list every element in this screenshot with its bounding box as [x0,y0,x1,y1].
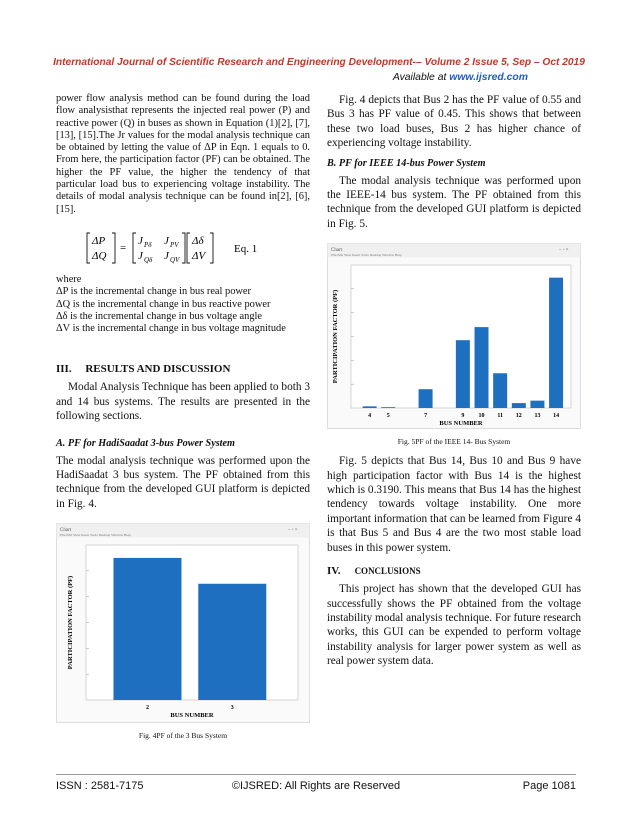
svg-text:QV: QV [170,255,180,264]
section-iv-number: IV. [327,565,341,578]
left-paragraph-2: Modal Analysis Technique has been applied to both 3 and 14 bus systems. The results are presented in the following sections. [56,381,310,423]
subsection-a-heading: A. PF for HadiSaadat 3-bus Power System [56,437,235,449]
svg-text:– ▫ ×: – ▫ × [559,248,569,254]
x-tick-label: 13 [534,413,541,420]
svg-text:Qδ: Qδ [144,255,153,264]
x-tick-label: 5 [386,413,390,420]
x-tick-label: 10 [478,413,485,420]
availability-line [0,72,528,83]
definition-dq: ΔQ is the incremental change in bus reactive power [56,298,271,310]
figure-4 [56,523,310,740]
bar-bus-10 [475,327,489,408]
svg-text:– ▫ ×: – ▫ × [288,528,298,534]
bar-bus-5 [381,407,395,408]
section-iii-heading: III. RESULTS AND DISCUSSION [56,363,231,376]
svg-text:ΔP: ΔP [92,234,106,247]
x-tick-label: 7 [424,413,428,420]
section-iv-title: CONCLUSIONS [354,566,421,577]
svg-text:J: J [164,234,169,247]
svg-text:ΔQ: ΔQ [92,249,107,262]
x-tick-label: 14 [553,413,560,420]
definition-dv: ΔV is the incremental change in bus voltage magnitude [56,323,286,335]
svg-text:J: J [164,249,169,262]
left-paragraph-1: power flow analysis method can be found during the load flow analysisthat represents the injected real power (P) and reactive power (Q) in buses as shown in Equation (1)[2], [7], [13], [15].The Jr values for the modal analysis technique can be obtained by letting the value of ΔP in Eqn. 1 equals to 0. From here, the participation factor (PF) can be obtained. The higher the PF value, the higher the tendency of that particular load bus to experiencing voltage instability. The details of modal analysis technique can be found in[2], [6], [15]. [56,93,310,215]
svg-text:Δδ: Δδ [192,234,204,247]
right-column [327,93,581,669]
footer-divider [56,774,576,775]
definition-dd: Δδ is the incremental change in bus voltage angle [56,310,263,322]
bar-bus-4 [363,407,377,409]
bar-bus-13 [530,401,544,408]
x-tick-label: 9 [461,413,465,420]
bar-bus-7 [419,389,433,408]
footer-page-number: Page 1081 [522,780,576,792]
figure-5-caption: Fig. 5PF of the IEEE 14- Bus System [397,437,511,447]
svg-text:J: J [138,249,143,262]
left-paragraph-3: The modal analysis technique was performed upon the HadiSaadat 3 bus system. The PF obtained from this technique from the developed GUI platform is depicted in Fig. 4. [56,454,310,510]
svg-text:ΔV: ΔV [192,249,206,262]
bar-bus-9 [456,340,470,408]
page-footer [56,780,576,792]
x-tick-label: 11 [497,413,503,420]
svg-text:=: = [120,241,127,254]
svg-text:File Edit View Insert Tool: File Edit View Insert Tools Desktop Window Help [331,253,402,258]
right-paragraph-4: This project has shown that the developed GUI has successfully shows the PF obtained from the voltage instability modal analysis technique. For future research works, this GUI can be expended to perform voltage instability analysis for larger power system as well as real power system data. [327,583,581,668]
figure-4-chart [56,523,310,723]
svg-text:J: J [138,234,143,247]
footer-rights: ©IJSRED: All Rights are Reserved [231,780,401,792]
x-tick-label: 2 [145,705,149,712]
right-paragraph-2: The modal analysis technique was performed upon the IEEE-14 bus system. The PF obtained from this technique from the developed GUI platform is depicted in Fig. 5. [327,174,581,230]
section-iv-heading [327,565,581,577]
equation-matrix [56,228,310,268]
svg-text:File Edit View Insert Tool: File Edit View Insert Tools Desktop Window Help [60,533,131,538]
x-axis-label: BUS NUMBER [439,420,483,428]
equation-1 [56,228,310,268]
svg-text:PV: PV [170,240,179,249]
available-prefix: Available at [392,72,450,83]
svg-text:Pδ: Pδ [144,240,152,249]
figure-5 [327,243,581,446]
right-paragraph-1: Fig. 4 depicts that Bus 2 has the PF value of 0.55 and Bus 3 has PF value of 0.45. This shows that between these two load buses, Bus 2 has higher chance of experiencing voltage instability. [327,94,581,150]
right-paragraph-3: Fig. 5 depicts that Bus 14, Bus 10 and Bus 9 have high participation factor with Bus 14 is the highest which is 0.3190. This means that Bus 14 has the highest tendency towards voltage instability. One more important information that can be learned from Figure 4 is that Bus 5 and Bus 4 are the two most stable load buses in this power system. [327,455,581,554]
definitions [56,274,310,335]
bar-bus-12 [512,403,526,408]
bar-bus-2 [113,558,181,700]
bar-bus-3 [198,584,266,700]
left-column [56,93,310,740]
figure-5-chart [327,243,581,429]
x-tick-label: 3 [230,705,234,712]
where-label: where [56,273,82,285]
footer-issn: ISSN : 2581-7175 [56,780,144,792]
x-tick-label: 4 [368,413,372,420]
svg-text:Chart: Chart [331,248,343,254]
bar-bus-11 [493,374,507,409]
bar-bus-14 [549,278,563,408]
site-link[interactable]: www.ijsred.com [449,72,528,83]
x-tick-label: 12 [515,413,522,420]
figure-4-caption: Fig. 4PF of the 3 Bus System [138,731,228,741]
x-axis-label: BUS NUMBER [170,712,214,720]
definition-dp: ΔP is the incremental change in bus real power [56,286,251,298]
subsection-b-heading: B. PF for IEEE 14-bus Power System [327,157,486,169]
y-axis-label: PARTICIPATION FACTOR (PF) [67,576,74,670]
journal-header: International Journal of Scientific Research and Engineering Development-– Volume 2 Issue 5, Sep – Oct 2019 [53,57,585,68]
svg-text:Chart: Chart [60,528,72,534]
y-axis-label: PARTICIPATION FACTOR (PF) [332,290,339,384]
equation-label: Eq. 1 [234,242,258,255]
